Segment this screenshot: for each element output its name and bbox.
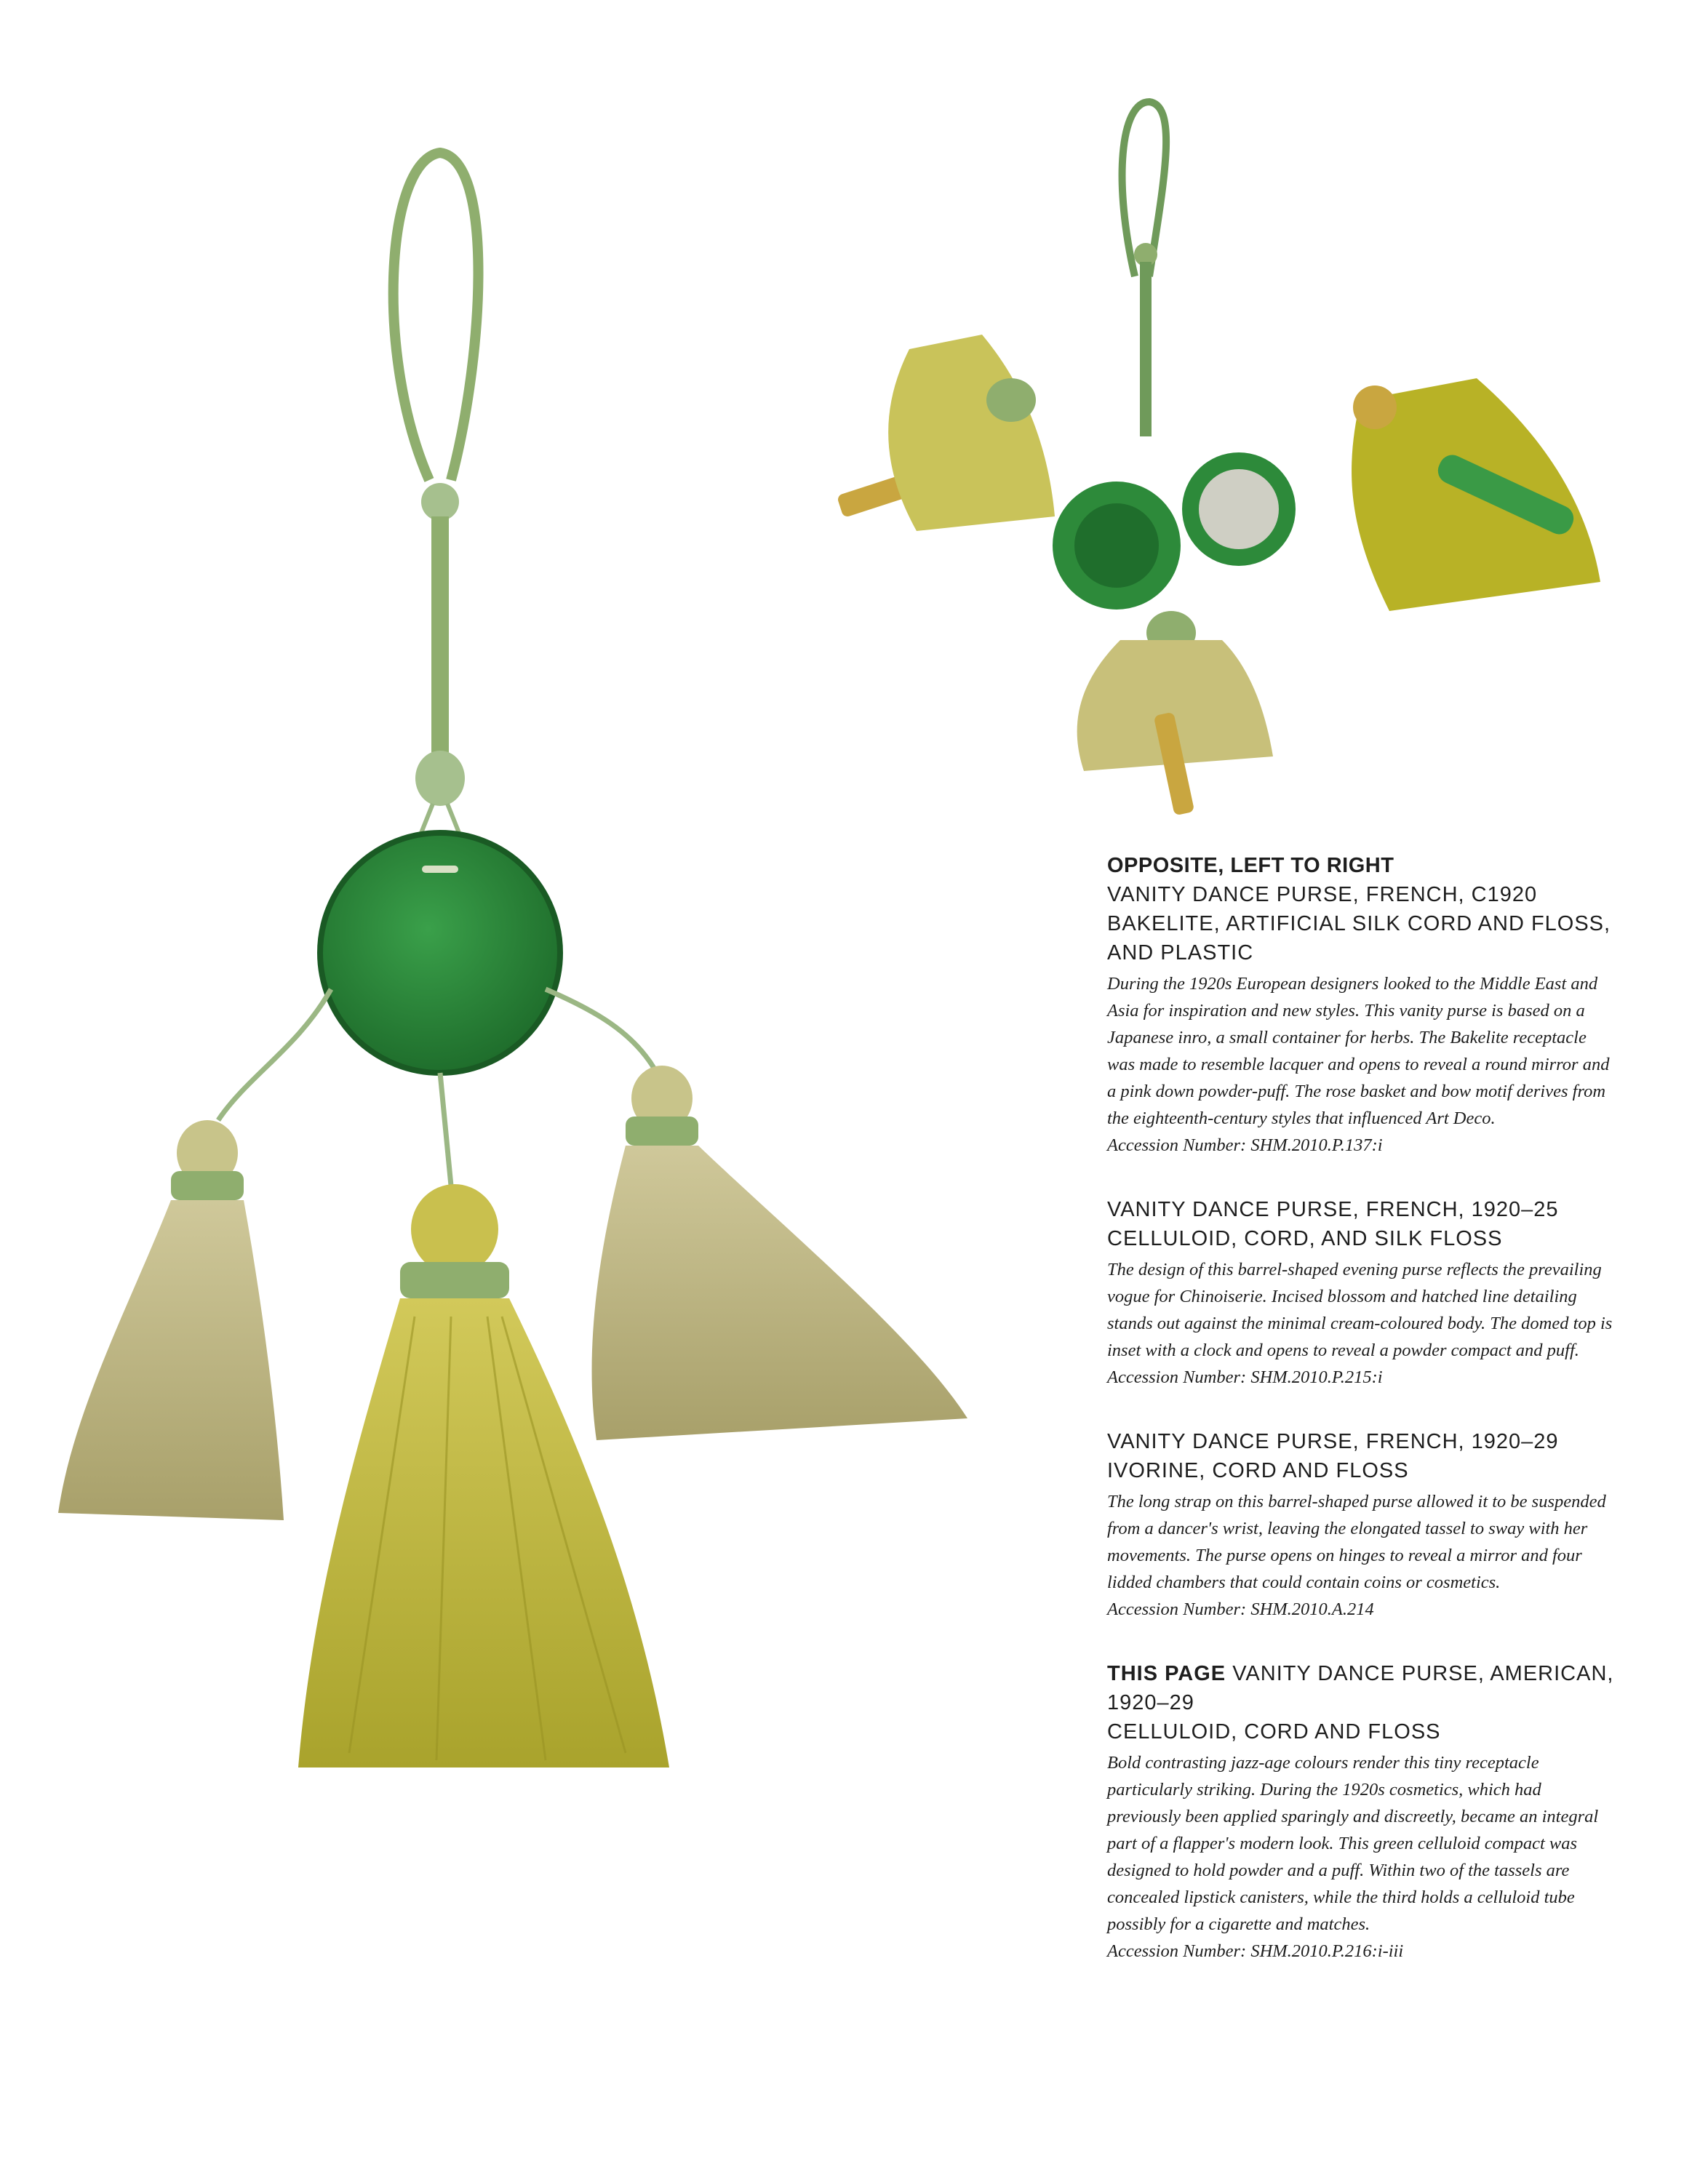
caption-opposite-heading: OPPOSITE, LEFT TO RIGHT [1107,854,1394,877]
vanity-purse-open-photo [837,87,1637,815]
caption-column [1107,851,1616,2001]
caption-materials: CELLULOID, CORD, AND SILK FLOSS [1107,1227,1503,1250]
caption-title: VANITY DANCE PURSE, FRENCH, 1920–29 [1107,1430,1559,1453]
caption-opposite-item-3 [1107,1427,1616,1623]
caption-this-page-heading: THIS PAGE [1107,1662,1226,1685]
caption-materials: IVORINE, CORD AND FLOSS [1107,1459,1409,1482]
caption-accession: Accession Number: SHM.2010.P.215:i [1107,1367,1383,1387]
caption-this-page [1107,1659,1616,1965]
caption-title: VANITY DANCE PURSE, FRENCH, C1920 [1107,883,1538,906]
caption-this-page-title-line [1107,1659,1616,1717]
caption-materials: CELLULOID, CORD AND FLOSS [1107,1720,1441,1743]
caption-accession: Accession Number: SHM.2010.P.137:i [1107,1135,1383,1155]
caption-accession: Accession Number: SHM.2010.A.214 [1107,1599,1374,1619]
caption-accession: Accession Number: SHM.2010.P.216:i-iii [1107,1941,1404,1961]
caption-description: Bold contrasting jazz-age colours render this tiny receptacle particularly striking. During the 1920s cosmetics, which had previously been applied sparingly and discreetly, became an integral part of a flapper's modern look. This green celluloid compact was designed to hold powder and a puff. Within two of the tassels are concealed lipstick canisters, while the third holds a celluloid tube possibly for a cigarette and matches. [1107,1753,1599,1934]
caption-title: VANITY DANCE PURSE, AMERICAN, 1920–29 [1107,1662,1614,1714]
caption-description: The design of this barrel-shaped evening purse reflects the prevailing vogue for Chinoiserie. Incised blossom and hatched line detailing stands out against the minimal cream-coloured body. The domed top is inset with a clock and opens to reveal a powder compact and puff. [1107,1260,1613,1360]
caption-materials: BAKELITE, ARTIFICIAL SILK CORD AND FLOSS, AND PLASTIC [1107,912,1611,964]
caption-description: During the 1920s European designers looked to the Middle East and Asia for inspiration and new styles. This vanity purse is based on a Japanese inro, a small container for herbs. The Bakelite receptacle was made to resemble lacquer and opens to reveal a round mirror and a pink down powder-puff. The rose basket and bow motif derives from the eighteenth-century styles that influenced Art Deco. [1107,974,1610,1128]
caption-title: VANITY DANCE PURSE, FRENCH, 1920–25 [1107,1198,1559,1221]
caption-opposite-item-1 [1107,851,1616,1159]
caption-opposite-item-2 [1107,1195,1616,1391]
caption-description: The long strap on this barrel-shaped purse allowed it to be suspended from a dancer's wrist, leaving the elongated tassel to sway with her movements. The purse opens on hinges to reveal a mirror and four lidded chambers that could contain coins or cosmetics. [1107,1492,1606,1592]
